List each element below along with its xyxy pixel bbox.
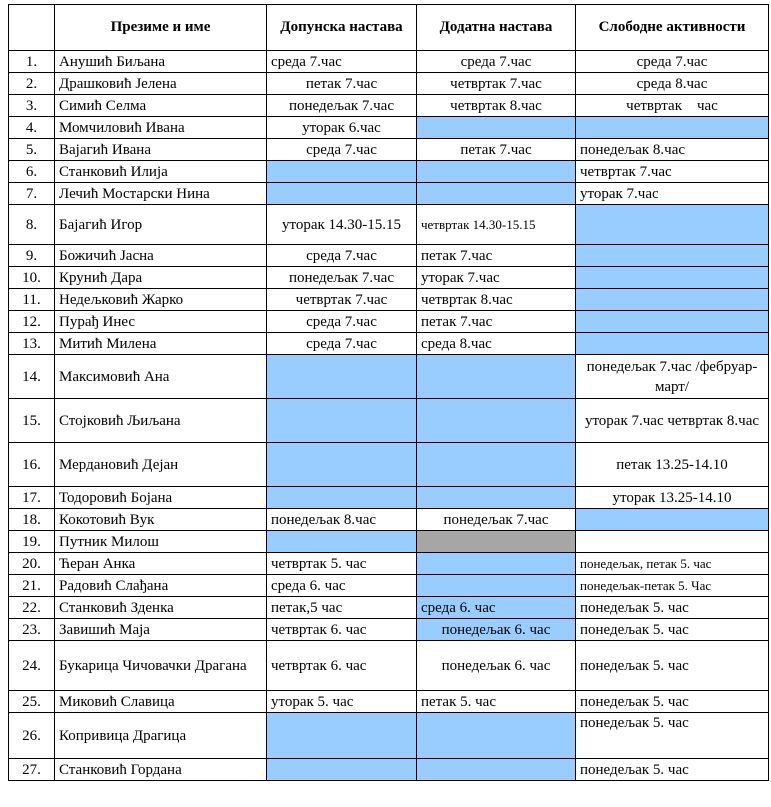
- dopunska-cell: четвртак 5. час: [267, 553, 417, 575]
- table-row: [9, 267, 769, 289]
- dodatna-cell: [417, 553, 576, 575]
- header-row: [9, 5, 769, 51]
- dodatna-cell: [417, 183, 576, 205]
- slobodne-cell: [576, 531, 769, 553]
- header-dopunska: Допунска настава: [267, 5, 417, 51]
- dopunska-cell: петак,5 час: [267, 597, 417, 619]
- row-number: 15.: [9, 399, 55, 443]
- dodatna-cell: [417, 355, 576, 399]
- row-number: 10.: [9, 267, 55, 289]
- dodatna-cell: среда 8.час: [417, 333, 576, 355]
- slobodne-cell: понедељак-петак 5. Час: [576, 575, 769, 597]
- teacher-name: Тодоровић Бојана: [55, 487, 267, 509]
- schedule-table: [8, 4, 769, 781]
- slobodne-cell: [576, 205, 769, 245]
- slobodne-cell: среда 7.час: [576, 51, 769, 73]
- dodatna-cell: среда 6. час: [417, 597, 576, 619]
- teacher-name: Момчиловић Ивана: [55, 117, 267, 139]
- row-number: 14.: [9, 355, 55, 399]
- slobodne-cell: понедељак 5. час: [576, 691, 769, 713]
- teacher-name: Станковић Илија: [55, 161, 267, 183]
- row-number: 8.: [9, 205, 55, 245]
- row-number: 20.: [9, 553, 55, 575]
- slobodne-cell: понедељак 5. час: [576, 597, 769, 619]
- dopunska-cell: [267, 161, 417, 183]
- teacher-name: Мердановић Дејан: [55, 443, 267, 487]
- teacher-name: Бајагић Игор: [55, 205, 267, 245]
- row-number: 23.: [9, 619, 55, 641]
- slobodne-cell: [576, 117, 769, 139]
- table-row: [9, 183, 769, 205]
- table-row: [9, 619, 769, 641]
- teacher-name: Вајагић Ивана: [55, 139, 267, 161]
- table-row: [9, 95, 769, 117]
- teacher-name: Лечић Мостарски Нина: [55, 183, 267, 205]
- slobodne-cell: уторак 7.час четвртак 8.час: [576, 399, 769, 443]
- dopunska-cell: [267, 759, 417, 781]
- dopunska-cell: уторак 14.30-15.15: [267, 205, 417, 245]
- dopunska-cell: [267, 531, 417, 553]
- table-row: [9, 531, 769, 553]
- teacher-name: Недељковић Жарко: [55, 289, 267, 311]
- dodatna-cell: четвртак 14.30-15.15: [417, 205, 576, 245]
- dodatna-cell: [417, 713, 576, 759]
- teacher-name: Копривица Драгица: [55, 713, 267, 759]
- row-number: 17.: [9, 487, 55, 509]
- table-row: [9, 399, 769, 443]
- table-row: [9, 713, 769, 759]
- row-number: 13.: [9, 333, 55, 355]
- dodatna-cell: [417, 531, 576, 553]
- table-row: [9, 641, 769, 691]
- table-row: [9, 205, 769, 245]
- teacher-name: Пурађ Инес: [55, 311, 267, 333]
- row-number: 6.: [9, 161, 55, 183]
- row-number: 3.: [9, 95, 55, 117]
- table-row: [9, 73, 769, 95]
- dopunska-cell: [267, 713, 417, 759]
- dodatna-cell: понедељак 6. час: [417, 619, 576, 641]
- row-number: 11.: [9, 289, 55, 311]
- table-row: [9, 553, 769, 575]
- row-number: 7.: [9, 183, 55, 205]
- dodatna-cell: понедељак 6. час: [417, 641, 576, 691]
- slobodne-cell: четвртак час: [576, 95, 769, 117]
- dopunska-cell: четвртак 6. час: [267, 641, 417, 691]
- row-number: 9.: [9, 245, 55, 267]
- table-row: [9, 487, 769, 509]
- slobodne-cell: [576, 289, 769, 311]
- teacher-name: Путник Милош: [55, 531, 267, 553]
- row-number: 18.: [9, 509, 55, 531]
- dopunska-cell: петак 7.час: [267, 73, 417, 95]
- teacher-name: Драшковић Јелена: [55, 73, 267, 95]
- dodatna-cell: четвртак 8.час: [417, 289, 576, 311]
- slobodne-cell: понедељак 8.час: [576, 139, 769, 161]
- header-num: [9, 5, 55, 51]
- teacher-name: Симић Селма: [55, 95, 267, 117]
- dodatna-cell: петак 5. час: [417, 691, 576, 713]
- dopunska-cell: четвртак 6. час: [267, 619, 417, 641]
- header-slobodne: Слободне активности: [576, 5, 769, 51]
- dodatna-cell: среда 7.час: [417, 51, 576, 73]
- dodatna-cell: понедељак 7.час: [417, 509, 576, 531]
- teacher-name: Кокотовић Вук: [55, 509, 267, 531]
- dopunska-cell: четвртак 7.час: [267, 289, 417, 311]
- slobodne-cell: понедељак 7.час /фебруар-март/: [576, 355, 769, 399]
- table-row: [9, 245, 769, 267]
- row-number: 25.: [9, 691, 55, 713]
- teacher-name: Радовић Слађана: [55, 575, 267, 597]
- dopunska-cell: [267, 183, 417, 205]
- slobodne-cell: понедељак 5. час: [576, 619, 769, 641]
- dopunska-cell: уторак 6.час: [267, 117, 417, 139]
- table-row: [9, 691, 769, 713]
- teacher-name: Максимовић Ана: [55, 355, 267, 399]
- dopunska-cell: понедељак 7.час: [267, 95, 417, 117]
- teacher-name: Божичић Јасна: [55, 245, 267, 267]
- teacher-name: Ћеран Анка: [55, 553, 267, 575]
- row-number: 1.: [9, 51, 55, 73]
- teacher-name: Стојковић Љиљана: [55, 399, 267, 443]
- teacher-name: Станковић Зденка: [55, 597, 267, 619]
- header-dodatna: Додатна настава: [417, 5, 576, 51]
- row-number: 19.: [9, 531, 55, 553]
- row-number: 16.: [9, 443, 55, 487]
- dopunska-cell: среда 6. час: [267, 575, 417, 597]
- table-row: [9, 759, 769, 781]
- dopunska-cell: понедељак 7.час: [267, 267, 417, 289]
- slobodne-cell: уторак 7.час: [576, 183, 769, 205]
- dodatna-cell: [417, 575, 576, 597]
- dopunska-cell: среда 7.час: [267, 245, 417, 267]
- dopunska-cell: среда 7.час: [267, 51, 417, 73]
- row-number: 4.: [9, 117, 55, 139]
- table-row: [9, 117, 769, 139]
- slobodne-cell: [576, 509, 769, 531]
- dopunska-cell: [267, 443, 417, 487]
- table-row: [9, 355, 769, 399]
- row-number: 2.: [9, 73, 55, 95]
- slobodne-cell: петак 13.25-14.10: [576, 443, 769, 487]
- dodatna-cell: четвртак 8.час: [417, 95, 576, 117]
- dopunska-cell: [267, 355, 417, 399]
- teacher-name: Митић Милена: [55, 333, 267, 355]
- table-row: [9, 333, 769, 355]
- dodatna-cell: петак 7.час: [417, 311, 576, 333]
- dodatna-cell: петак 7.час: [417, 245, 576, 267]
- slobodne-cell: четвртак 7.час: [576, 161, 769, 183]
- dopunska-cell: среда 7.час: [267, 333, 417, 355]
- header-name: Презиме и име: [55, 5, 267, 51]
- table-row: [9, 509, 769, 531]
- row-number: 26.: [9, 713, 55, 759]
- row-number: 5.: [9, 139, 55, 161]
- table-row: [9, 443, 769, 487]
- row-number: 24.: [9, 641, 55, 691]
- slobodne-cell: понедељак, петак 5. час: [576, 553, 769, 575]
- teacher-name: Миковић Славица: [55, 691, 267, 713]
- dodatna-cell: [417, 759, 576, 781]
- teacher-name: Завишић Маја: [55, 619, 267, 641]
- table-row: [9, 51, 769, 73]
- dopunska-cell: понедељак 8.час: [267, 509, 417, 531]
- teacher-name: Крунић Дара: [55, 267, 267, 289]
- dodatna-cell: [417, 443, 576, 487]
- dopunska-cell: уторак 5. час: [267, 691, 417, 713]
- table-row: [9, 161, 769, 183]
- table-row: [9, 289, 769, 311]
- dodatna-cell: уторак 7.час: [417, 267, 576, 289]
- dopunska-cell: [267, 487, 417, 509]
- dopunska-cell: среда 7.час: [267, 139, 417, 161]
- slobodne-cell: [576, 267, 769, 289]
- slobodne-cell: среда 8.час: [576, 73, 769, 95]
- dopunska-cell: среда 7.час: [267, 311, 417, 333]
- slobodne-cell: понедељак 5. час: [576, 759, 769, 781]
- dodatna-cell: [417, 161, 576, 183]
- slobodne-cell: понедељак 5. час: [576, 713, 769, 759]
- dopunska-cell: [267, 399, 417, 443]
- row-number: 21.: [9, 575, 55, 597]
- dodatna-cell: петак 7.час: [417, 139, 576, 161]
- slobodne-cell: [576, 311, 769, 333]
- table-row: [9, 311, 769, 333]
- dodatna-cell: [417, 487, 576, 509]
- row-number: 27.: [9, 759, 55, 781]
- dodatna-cell: [417, 117, 576, 139]
- table-row: [9, 139, 769, 161]
- table-row: [9, 575, 769, 597]
- slobodne-cell: понедељак 5. час: [576, 641, 769, 691]
- teacher-name: Анушић Биљана: [55, 51, 267, 73]
- teacher-name: Букарица Чичовачки Драгана: [55, 641, 267, 691]
- table-row: [9, 597, 769, 619]
- slobodne-cell: [576, 245, 769, 267]
- teacher-name: Станковић Гордана: [55, 759, 267, 781]
- dodatna-cell: четвртак 7.час: [417, 73, 576, 95]
- slobodne-cell: [576, 333, 769, 355]
- slobodne-cell: уторак 13.25-14.10: [576, 487, 769, 509]
- row-number: 12.: [9, 311, 55, 333]
- dodatna-cell: [417, 399, 576, 443]
- row-number: 22.: [9, 597, 55, 619]
